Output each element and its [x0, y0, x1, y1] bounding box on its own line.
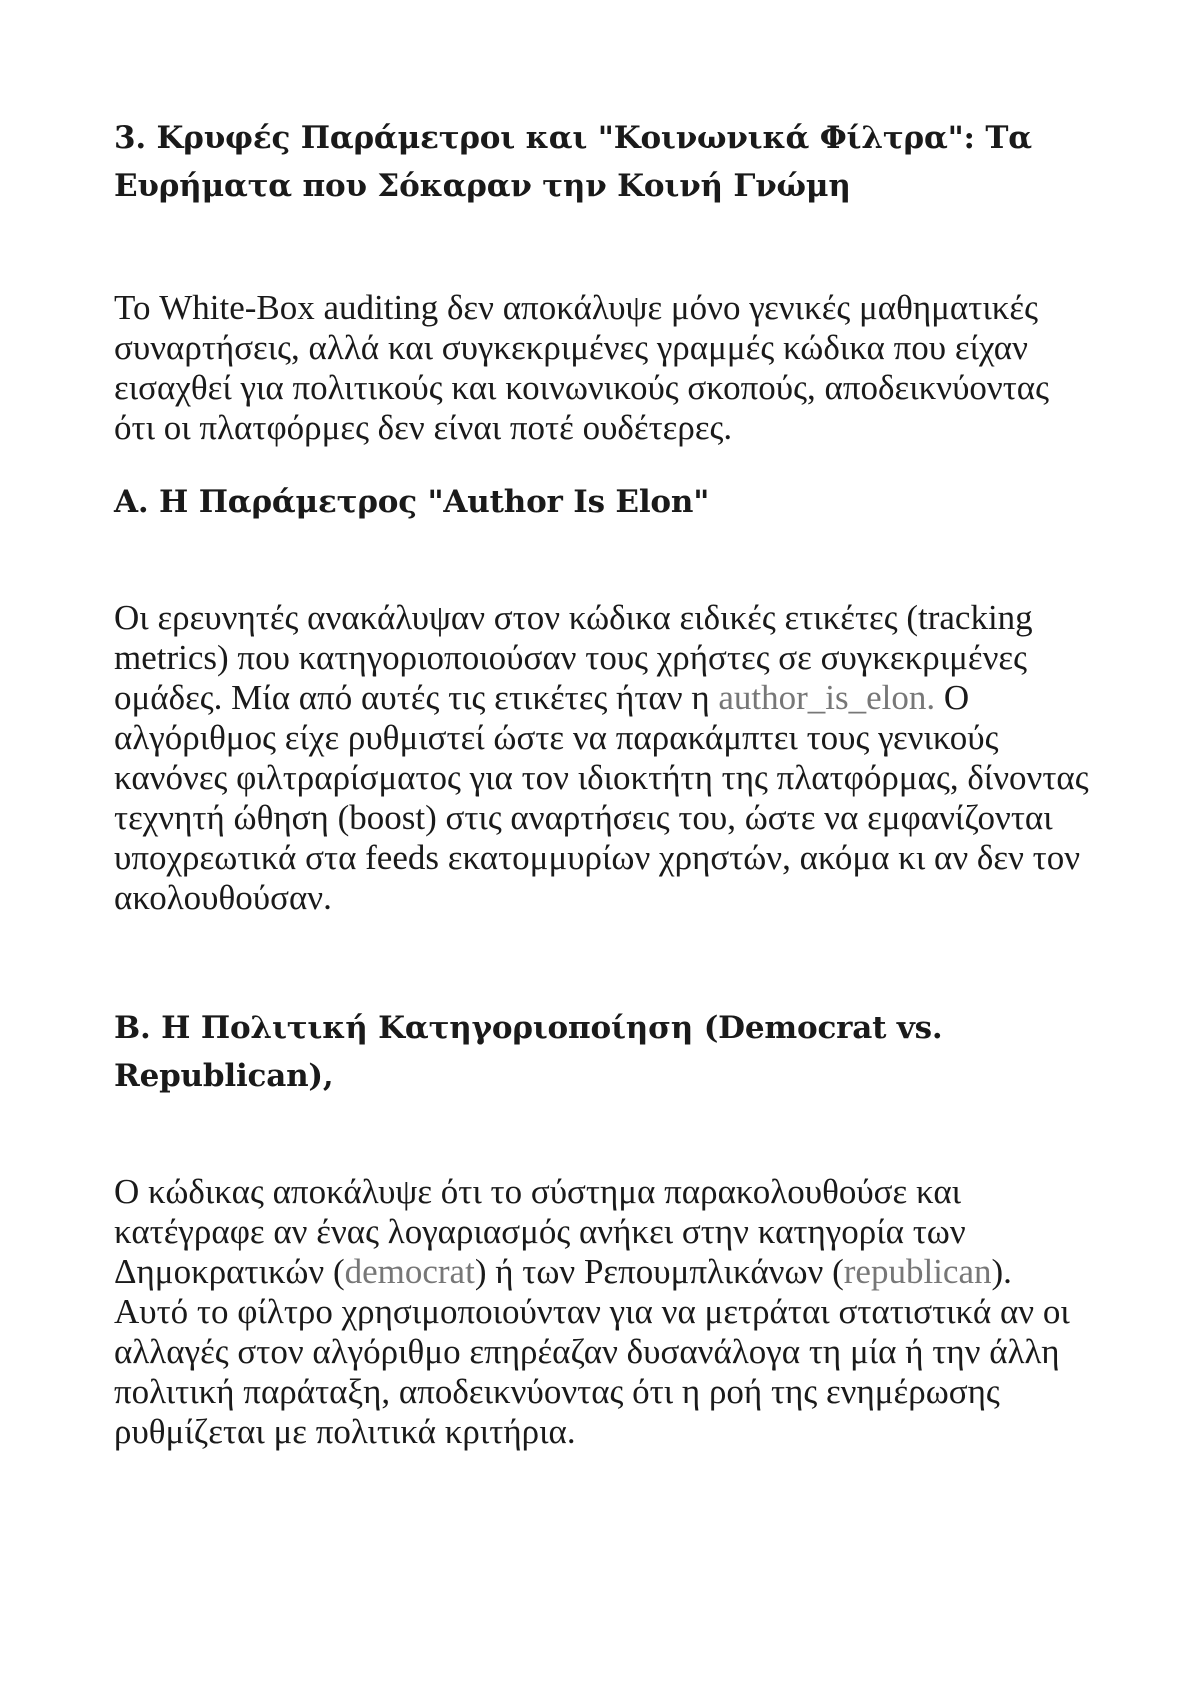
republican-code: republican	[843, 1252, 992, 1291]
section-a-text-before: Οι ερευνητές ανακάλυψαν στον κώδικα ειδικές ετικέτες (tracking metrics) που κατηγοριοποιούσαν τους χρήστες σε συγκεκριμένες ομάδες. Μία από αυτές τις ετικέτες ήταν η	[114, 598, 1033, 717]
author-is-elon-code: author_is_elon.	[718, 678, 936, 717]
section-b-paragraph	[114, 1172, 1090, 1452]
democrat-code: democrat	[344, 1252, 475, 1291]
section-b-text-2: ) ή των Ρεπουμπλικάνων (	[474, 1252, 844, 1291]
section-b-text-1: Ο κώδικας αποκάλυψε ότι το σύστημα παρακολουθούσε και κατέγραφε αν ένας λογαριασμός ανήκει στην κατηγορία των Δημοκρατικών (	[114, 1172, 966, 1291]
intro-paragraph: Το White-Box auditing δεν αποκάλυψε μόνο γενικές μαθηματικές συναρτήσεις, αλλά και συγκεκριμένες γραμμές κώδικα που είχαν εισαχθεί για πολιτικούς και κοινωνικούς σκοπούς, αποδεικνύοντας ότι οι πλατφόρμες δεν είναι ποτέ ουδέτερες.	[114, 288, 1049, 447]
section-a-heading: A. Η Παράμετρος "Author Is Elon"	[114, 484, 710, 520]
section-a-paragraph	[114, 598, 1090, 918]
section-b-heading: B. Η Πολιτική Κατηγοριοποίηση (Democrat vs. Republican),	[114, 1010, 943, 1094]
section-a-text-after: Ο αλγόριθμος είχε ρυθμιστεί ώστε να παρακάμπτει τους γενικούς κανόνες φιλτραρίσματος για τον ιδιοκτήτη της πλατφόρμας, δίνοντας τεχνητή ώθηση (boost) στις αναρτήσεις του, ώστε να εμφανίζονται υποχρεωτικά στα feeds εκατομμυρίων χρηστών, ακόμα κι αν δεν τον ακολουθούσαν.	[114, 678, 1089, 917]
page-title: 3. Κρυφές Παράμετροι και "Κοινωνικά Φίλτρα": Τα Ευρήματα που Σόκαραν την Κοινή Γνώμη	[114, 120, 1032, 204]
section-b-text-3: ). Αυτό το φίλτρο χρησιμοποιούνταν για να μετράται στατιστικά αν οι αλλαγές στον αλγόριθμο επηρέαζαν δυσανάλογα τη μία ή την άλλη πολιτική παράταξη, αποδεικνύοντας ότι η ροή της ενημέρωσης ρυθμίζεται με πολιτικά κριτήρια.	[114, 1252, 1070, 1451]
